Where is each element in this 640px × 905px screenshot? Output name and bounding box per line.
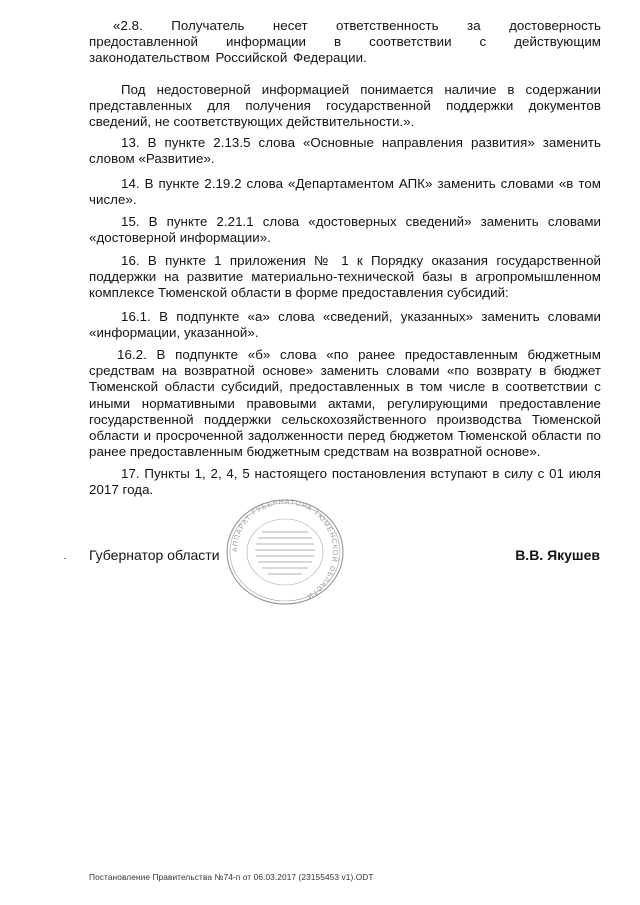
signature-position: Губернатор области: [89, 547, 220, 563]
official-stamp: [222, 496, 348, 606]
paragraph-13: 13. В пункте 2.13.5 слова «Основные направления развития» заменить словом «Развитие».: [89, 135, 601, 167]
stamp-seal-icon: [222, 496, 348, 606]
scan-speck: [64, 558, 66, 559]
paragraph-2-8: «2.8. Получатель несет ответственность за достоверность предоставленной информации в соответствии с действующим законодательством Российской Федерации.: [89, 18, 601, 66]
stamp-ring-text: АППАРАТ ГУБЕРНАТОРА ТЮМЕНСКОЙ ОБЛАСТИ: [231, 498, 339, 600]
signature-name: В.В. Якушев: [515, 547, 600, 563]
paragraph-16-2: 16.2. В подпункте «б» слова «по ранее предоставленным бюджетным средствам на возвратной основе» заменить словами «по возврату в бюджет Тюменской области субсидий, предоставленных в том числе в соответствии с иными нормативными правовыми актами, регулирующими предоставление государственной поддержки сельскохозяйственного производства Тюменской области и просроченной задолженности перед бюджетом Тюменской области по ранее предоставленным бюджетным средствам на возвратной основе».: [89, 347, 601, 460]
paragraph-17: 17. Пункты 1, 2, 4, 5 настоящего постановления вступают в силу с 01 июля 2017 года.: [89, 466, 601, 498]
paragraph-16: 16. В пункте 1 приложения № 1 к Порядку оказания государственной поддержки на развитие материально-технической базы в агропромышленном комплексе Тюменской области в форме предоставления субсидий:: [89, 253, 601, 301]
paragraph-16-1: 16.1. В подпункте «а» слова «сведений, указанных» заменить словами «информации, указанной».: [89, 309, 601, 341]
paragraph-unreliable-info: Под недостоверной информацией понимается наличие в содержании представленных для получения государственной поддержки документов сведений, не соответствующих действительности.».: [89, 82, 601, 130]
paragraph-15: 15. В пункте 2.21.1 слова «достоверных сведений» заменить словами «достоверной информации».: [89, 214, 601, 246]
document-footer: Постановление Правительства №74-п от 06.03.2017 (23155453 v1).ODT: [89, 872, 374, 882]
svg-text:АППАРАТ ГУБЕРНАТОРА ТЮМЕНСКОЙ: [232, 499, 340, 600]
paragraph-14: 14. В пункте 2.19.2 слова «Департаментом АПК» заменить словами «в том числе».: [89, 176, 601, 208]
